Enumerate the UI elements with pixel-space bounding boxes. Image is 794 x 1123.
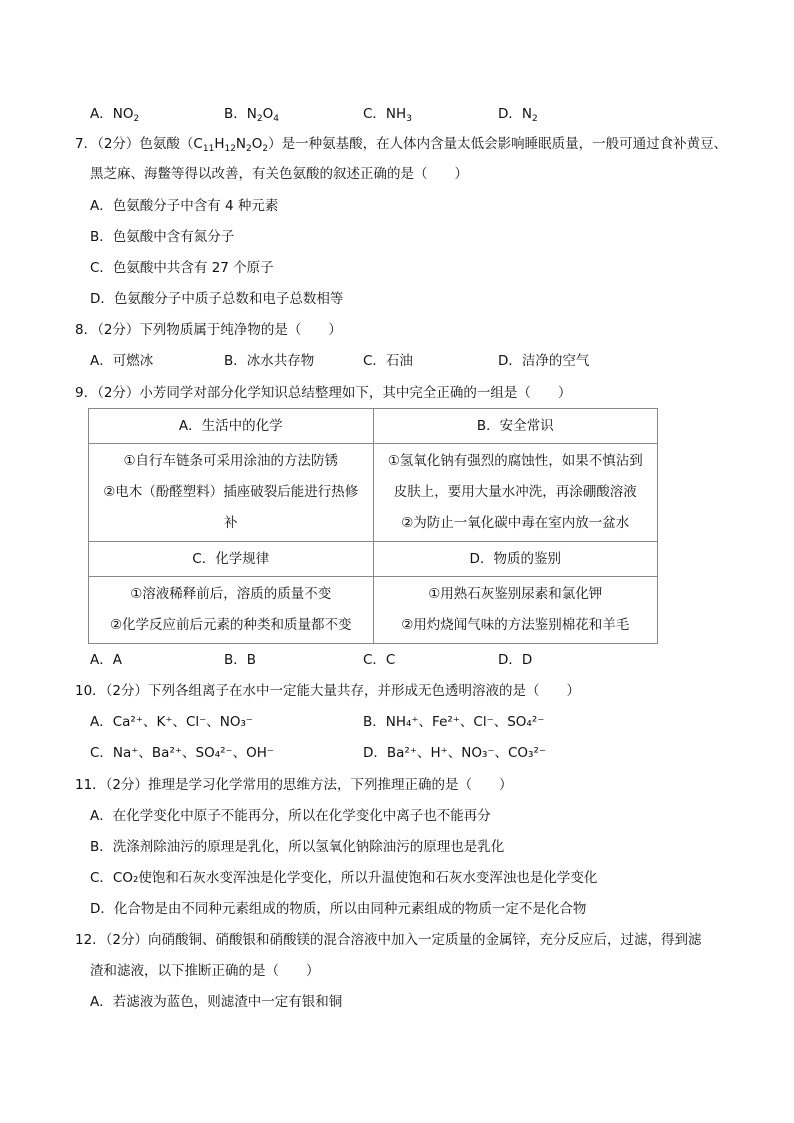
q11-option-b[interactable]: B．洗涤剂除油污的原理是乳化，所以氢氧化钠除油污的原理也是乳化 xyxy=(90,839,505,855)
q11-option-d[interactable]: D．化合物是由不同种元素组成的物质，所以由同种元素组成的物质一定不是化合物 xyxy=(90,901,587,917)
q11-stem: 11．（2分）推理是学习化学常用的思维方法，下列推理正确的是（ ） xyxy=(75,777,513,793)
q10-option-b[interactable]: B．NH₄⁺、Fe²⁺、Cl⁻、SO₄²⁻ xyxy=(363,714,545,730)
q10-option-d[interactable]: D．Ba²⁺、H⁺、NO₃⁻、CO₃²⁻ xyxy=(363,745,547,761)
q9-stem: 9．（2分）小芳同学对部分化学知识总结整理如下，其中完全正确的一组是（ ） xyxy=(75,385,572,401)
q11-option-c[interactable]: C．CO₂使饱和石灰水变浑浊是化学变化，所以升温使饱和石灰水变浑浊也是化学变化 xyxy=(90,870,598,886)
q6-option-d[interactable]: D．$N_2$ xyxy=(498,106,538,124)
q8-option-d[interactable]: D．洁净的空气 xyxy=(498,353,590,369)
q9-cell-c-title: C．化学规律 xyxy=(89,542,374,577)
q8-option-b[interactable]: B．冰水共存物 xyxy=(224,353,315,369)
q9-cell-b-title: B．安全常识 xyxy=(373,409,658,444)
q6-option-a[interactable]: A．$NO_2$ xyxy=(90,106,140,124)
q9-option-a[interactable]: A．A xyxy=(90,652,122,668)
q11-option-a[interactable]: A．在化学变化中原子不能再分，所以在化学变化中离子也不能再分 xyxy=(90,808,491,824)
q9-option-b[interactable]: B．B xyxy=(224,652,257,668)
q9-option-d[interactable]: D．D xyxy=(498,652,533,668)
q9-cell-d-title: D．物质的鉴别 xyxy=(373,542,658,577)
q9-cell-d-body: ①用熟石灰鉴别尿素和氯化钾 ②用灼烧闻气味的方法鉴别棉花和羊毛 xyxy=(373,577,658,644)
q9-cell-b-body: ①氢氧化钠有强烈的腐蚀性，如果不慎沾到 皮肤上，要用大量水冲洗，再涂硼酸溶液 ②为防止一氧化碳中毒在室内放一盆水 xyxy=(373,444,658,542)
q12-option-a[interactable]: A．若滤液为蓝色，则滤渣中一定有银和铜 xyxy=(90,994,343,1010)
q8-option-a[interactable]: A．可燃冰 xyxy=(90,353,154,369)
q7-option-d[interactable]: D．色氨酸分子中质子总数和电子总数相等 xyxy=(90,291,344,307)
q9-cell-c-body: ①溶液稀释前后，溶质的质量不变 ②化学反应前后元素的种类和质量都不变 xyxy=(89,577,374,644)
q12-stem-line2: 渣和滤液，以下推断正确的是（ ） xyxy=(90,963,320,979)
q7-option-b[interactable]: B．色氨酸中含有氮分子 xyxy=(90,229,235,245)
q9-table xyxy=(88,408,658,644)
q10-option-a[interactable]: A．Ca²⁺、K⁺、Cl⁻、NO₃⁻ xyxy=(90,714,254,730)
q9-cell-a-body: ①自行车链条可采用涂油的方法防锈 ②电木（酚醛塑料）插座破裂后能进行热修 补 xyxy=(89,444,374,542)
q10-option-c[interactable]: C．Na⁺、Ba²⁺、SO₄²⁻、OH⁻ xyxy=(90,745,275,761)
q6-option-c[interactable]: C．$NH_3$ xyxy=(363,106,412,124)
q8-option-c[interactable]: C．石油 xyxy=(363,353,413,369)
q7-option-a[interactable]: A．色氨酸分子中含有 4 种元素 xyxy=(90,198,279,214)
q7-stem-line2: 黑芝麻、海鳖等得以改善，有关色氨酸的叙述正确的是（ ） xyxy=(90,166,468,182)
q10-stem: 10．（2分）下列各组离子在水中一定能大量共存，并形成无色透明溶液的是（ ） xyxy=(75,683,581,699)
q12-stem-line1: 12．（2分）向硝酸铜、硝酸银和硝酸镁的混合溶液中加入一定质量的金属锌，充分反应后，过滤，得到滤 xyxy=(75,932,702,948)
q9-option-c[interactable]: C．C xyxy=(363,652,396,668)
q8-stem: 8．（2分）下列物质属于纯净物的是（ ） xyxy=(75,322,342,338)
q9-cell-a-title: A．生活中的化学 xyxy=(89,409,374,444)
q7-stem-line1: 7．（2分）色氨酸$(C_{11}H_{12}N_2O_2)$是一种氨基酸，在人体内含量太低会影响睡眠质量，一般可通过食补黄豆、 xyxy=(75,136,728,154)
q7-option-c[interactable]: C．色氨酸中共含有 27 个原子 xyxy=(90,260,274,276)
q6-option-b[interactable]: B．$N_2O_4$ xyxy=(224,106,279,124)
